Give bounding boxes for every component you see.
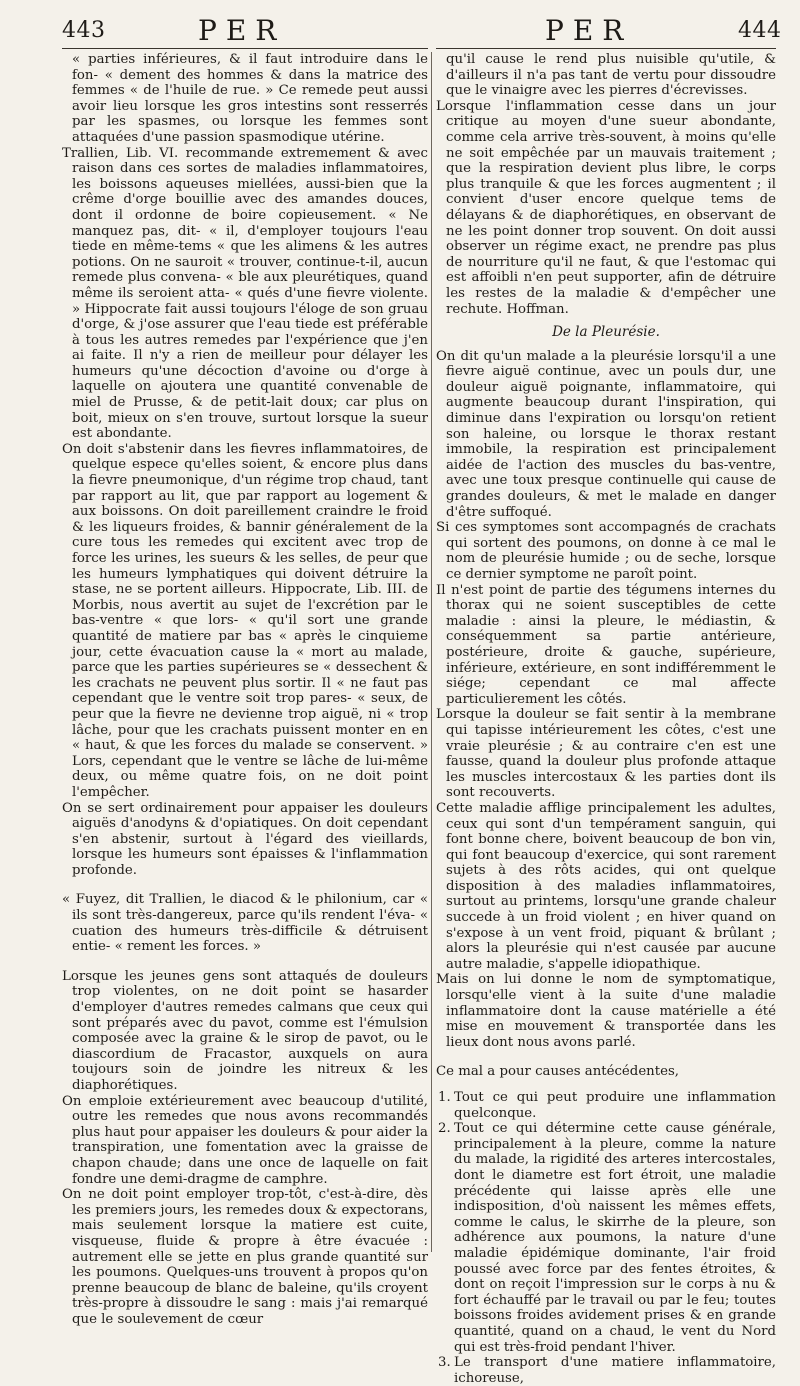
paragraph: Mais on lui donne le nom de symptomatique, lorsqu'elle vient à la suite d'une maladie inflammatoire dont la cause matérielle a été mise en mouvement & transportée dans les lieux dont nous avons parlé.: [436, 972, 776, 1050]
left-running-head: PER: [198, 14, 286, 47]
paragraph: Trallien, Lib. VI. recommande extremement & avec raison dans ces sortes de maladies inflammatoires, les boissons aqueuses miellées, aussi-bien que la crême d'orge bouillie avec des amandes douces, dont il ordonne de boire copieusement. « Ne manquez pas, dit- « il, d'employer toujours l'eau tiede en même-tems « que les alimens & les autres potions. On ne sauroit « trouver, continue-t-il, aucun remede plus convena- « ble aux pleurétiques, quand même ils seroient atta- « qués d'une fievre violente. » Hippocrate fait aussi toujours l'éloge de son gruau d'orge, & j'ose assurer que l'eau tiede est préférable à tous les autres remedes par l'expérience que j'en ai faite. Il n'y a rien de meilleur pour délayer les humeurs qu'une décoction d'avoine ou d'orge à laquelle on ajoutera une quantité convenable de miel de Prusse, & de petit-lait doux; car plus on boit, mieux on s'en trouve, surtout lorsque la sueur est abondante.: [62, 145, 428, 442]
left-column: [62, 52, 428, 1328]
paragraph: Cette maladie afflige principalement les adultes, ceux qui sont d'un tempérament sanguin, qui font bonne chere, boivent beaucoup de bon vin, qui font beaucoup d'exercice, qui sont rarement sujets à des rôts acides, qui ont quelque disposition à des maladies inflammatoires, surtout au printems, lorsqu'une grande chaleur succede à un froid violent ; en hiver quand on s'expose à un vent froid, piquant & brûlant ; alors la pleurésie qui n'est causée par aucune autre maladie, s'appelle idiopathique.: [436, 800, 776, 972]
paragraph: On ne doit point employer trop-tôt, c'est-à-dire, dès les premiers jours, les remedes doux & expectorans, mais seulement lorsque la matiere est cuite, visqueuse, fluide & propre à être évacuée : autrement elle se jette en plus grande quantité sur les poumons. Quelques-uns trouvent à propos qu'on prenne beaucoup de blanc de baleine, qu'ils croyent très-propre à dissoudre le sang : mais j'ai remarqué que le soulevement de cœur: [62, 1187, 428, 1327]
right-page-number: 444: [738, 18, 782, 43]
header-rule-left: [62, 48, 428, 49]
causes-intro: Ce mal a pour causes antécédentes,: [436, 1064, 680, 1080]
paragraph: On doit s'abstenir dans les fievres inflammatoires, de quelque espece qu'elles soient, & encore plus dans la fievre pneumonique, d'un régime trop chaud, tant par rapport au lit, que par rapport au logement & aux boissons. On doit pareillement craindre le froid & les liqueurs froides, & bannir généralement de la cure tous les remedes qui excitent avec trop de force les urines, les sueurs & les selles, de peur que les humeurs lymphatiques qui doivent détruire la stase, ne se portent ailleurs. Hippocrate, Lib. III. de Morbis, nous avertit au sujet de l'excrétion par le bas-ventre « que lors- « qu'il sort une grande quantité de matiere par bas « après le cinquieme jour, cette évacuation cause la « mort au malade, parce que les parties supérieures se « dessechent & les crachats ne peuvent plus sortir. Il « ne faut pas cependant que le ventre soit trop pares- « seux, de peur que la fievre ne devienne trop aiguë, ni « trop lâche, pour que les crachats puissent monter en en « haut, & que les forces du malade se conservent. » Lors, cependant que le ventre se lâche de lui-même deux, ou même quatre fois, on ne doit point l'empêcher.: [62, 441, 428, 800]
paragraph: qu'il cause le rend plus nuisible qu'utile, & d'ailleurs il n'a pas tant de vertu pour dissoudre que le vinaigre avec les pierres d'écrevisses.: [446, 52, 776, 99]
left-page-number: 443: [62, 18, 106, 43]
paragraph: On se sert ordinairement pour appaiser les douleurs aiguës d'anodyns & d'opiatiques. On doit cependant s'en abstenir, surtout à l'égard des vieillards, lorsque les humeurs sont épaisses & l'inflammation profonde.: [62, 800, 428, 878]
right-column: [436, 52, 776, 1386]
paragraph: On dit qu'un malade a la pleurésie lorsqu'il a une fievre aiguë continue, avec un pouls dur, une douleur aiguë poignante, inflammatoire, qui augmente beaucoup durant l'inspiration, qui diminue dans l'expiration ou lorsqu'on retient son haleine, ou lorsque le thorax restant immobile, la respiration est principalement aidée de l'action des muscles du bas-ventre, avec une toux presque continuelle qui cause de grandes douleurs, & met le malade en danger d'être suffoqué.: [436, 348, 776, 520]
paragraph: On emploie extérieurement avec beaucoup d'utilité, outre les remedes que nous avons recommandés plus haut pour appaiser les douleurs & pour aider la transpiration, une fomentation avec la graisse de chapon chaude; dans une once de laquelle on fait fondre une demi-dragme de camphre.: [62, 1093, 428, 1187]
header-rule-right: [436, 48, 776, 49]
paragraph: « parties inférieures, & il faut introduire dans le fon- « dement des hommes & dans la matrice des femmes « de l'huile de rue. » Ce remede peut aussi avoir lieu lorsque les gros intestins sont resserrés par les spasmes, ou lorsque les femmes sont attaquées d'une passion spasmodique utérine.: [72, 52, 428, 145]
paragraph: Lorsque les jeunes gens sont attaqués de douleurs trop violentes, on ne doit point se hasarder d'employer d'autres remedes calmans que ceux qui sont préparés avec du pavot, comme est l'émulsion composée avec la graine & le sirop de pavot, ou le diascordium de Fracastor, auxquels on aura toujours soin de joindre les nitreux & les diaphorétiques.: [62, 968, 428, 1093]
list-item: 3. Le transport d'une matiere inflammatoire, ichoreuse,: [438, 1355, 776, 1386]
list-item: 2. Tout ce qui détermine cette cause générale, principalement à la pleure, comme la nature du malade, la rigidité des arteres intercostales, dont le diametre est fort étroit, une maladie précédente qui laisse après elle une indisposition, d'où naissent les mêmes effets, comme le calus, le skirrhe de la pleure, son adhérence aux poumons, la nature d'une maladie épidémique dominante, l'air froid poussé avec force par des fentes étroites, & dont on reçoit l'impression sur le corps à nu & fort échauffé par le travail ou par le feu; toutes boissons froides avidement prises & en grande quantité, quand on a chaud, le vent du Nord qui est très-froid pendant l'hiver.: [438, 1121, 776, 1355]
quote-paragraph: « Fuyez, dit Trallien, le diacod & le philonium, car « ils sont très-dangereux, parce qu'ils rendent l'éva- « cuation des humeurs très-difficile & détruisent entie- « rement les forces. »: [62, 892, 428, 955]
section-title: De la Pleurésie.: [552, 324, 660, 341]
list-item: 1. Tout ce qui peut produire une inflammation quelconque.: [438, 1090, 776, 1121]
column-divider: [431, 52, 432, 1252]
paragraph: Il n'est point de partie des tégumens internes du thorax qui ne soient susceptibles de cette maladie : ainsi la pleure, le médiastin, & conséquemment sa partie antérieure, postérieure, droite & gauche, supérieure, inférieure, extérieure, en sont indifféremment le siége; cependant ce mal affecte particulierement les côtés.: [436, 582, 776, 707]
paragraph: Si ces symptomes sont accompagnés de crachats qui sortent des poumons, on donne à ce mal le nom de pleurésie humide ; ou de seche, lorsque ce dernier symptome ne paroît point.: [436, 520, 776, 582]
paragraph: Lorsque la douleur se fait sentir à la membrane qui tapisse intérieurement les côtes, c'est une vraie pleurésie ; & au contraire c'en est une fausse, quand la douleur plus profonde attaque les muscles intercostaux & les parties dont ils sont recouverts.: [436, 707, 776, 801]
paragraph: Lorsque l'inflammation cesse dans un jour critique au moyen d'une sueur abondante, comme cela arrive très-souvent, à moins qu'elle ne soit empêchée par un mauvais traitement ; que la respiration devient plus libre, le corps plus tranquile & que les forces augmentent ; il convient d'user encore quelque tems de délayans & de diaphorétiques, en observant de ne les point donner trop souvent. On doit aussi observer un régime exact, ne prendre pas plus de nourriture qu'il ne faut, & que l'estomac qui est affoibli n'en peut supporter, afin de détruire les restes de la maladie & d'empêcher une rechute. Hoffman.: [436, 98, 776, 317]
causes-list: [436, 1090, 776, 1386]
right-running-head: PER: [545, 14, 633, 47]
